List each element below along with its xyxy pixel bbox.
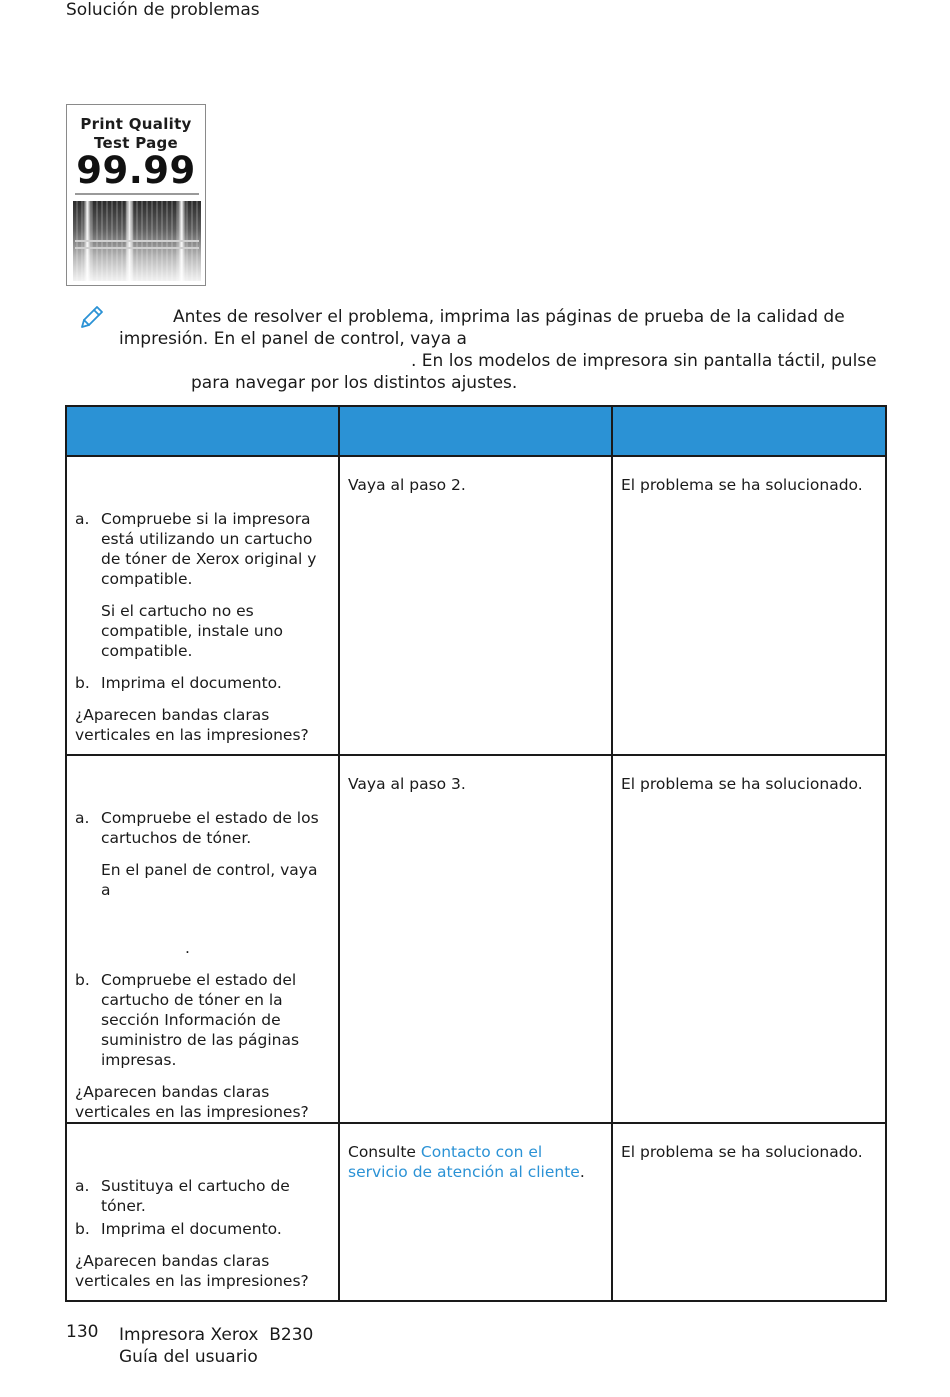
table-row: [66, 755, 886, 1123]
sample-title-line2: Test Page: [93, 134, 179, 152]
step-cell: [66, 755, 339, 1123]
table-row: [66, 1123, 886, 1301]
no-cell: El problema se ha solucionado.: [612, 1123, 886, 1301]
note-text-line4: para navegar por los distintos ajustes.: [191, 373, 518, 393]
step-dot: .: [185, 939, 190, 957]
step-cell: [66, 1123, 339, 1301]
no-cell: El problema se ha solucionado.: [612, 456, 886, 755]
note-text-line2: impresión. En el panel de control, vaya a: [119, 329, 467, 349]
sample-fine-text: [75, 193, 199, 195]
sample-title-line1: Print Quality: [80, 115, 192, 133]
sample-fine-text: [75, 240, 199, 242]
step-item: a. Sustituya el cartucho de tóner.: [75, 1177, 290, 1215]
step-question: ¿Aparecen bandas claras verticales en las impresiones?: [75, 1252, 309, 1290]
sample-fine-text: [75, 247, 199, 249]
header-yes: [339, 406, 612, 456]
step-note: En el panel de control, vaya a: [101, 861, 318, 899]
step-note: Si el cartucho no es compatible, instale uno compatible.: [101, 602, 284, 660]
sample-number: 99.99: [76, 149, 196, 192]
footer-product-line1: Impresora Xerox B230: [119, 1325, 314, 1345]
step-question: ¿Aparecen bandas claras verticales en las impresiones?: [75, 706, 309, 744]
footer-product-line2: Guía del usuario: [119, 1347, 258, 1367]
page-number: 130: [66, 1322, 99, 1342]
header-action: [66, 406, 339, 456]
yes-cell: [339, 1123, 612, 1301]
step-item: b. Compruebe el estado del cartucho de tóner en la sección Información de suministro de las páginas impresas.: [75, 971, 300, 1069]
print-quality-sample-image: [66, 104, 206, 286]
troubleshooting-table: [65, 405, 887, 1302]
step-cell: [66, 456, 339, 755]
step-item: a. Compruebe si la impresora está utilizando un cartucho de tóner de Xerox original y compatible.: [75, 510, 317, 588]
yes-cell: Vaya al paso 2.: [339, 456, 612, 755]
table-row: [66, 456, 886, 755]
customer-service-link[interactable]: Contacto con el servicio de atención al cliente: [348, 1143, 580, 1181]
step-item: b. Imprima el documento.: [75, 674, 282, 692]
step-question: ¿Aparecen bandas claras verticales en las impresiones?: [75, 1083, 309, 1121]
yes-suffix: .: [579, 1163, 585, 1181]
note-text-line3: . En los modelos de impresora sin pantalla táctil, pulse: [411, 351, 877, 371]
yes-prefix: Consulte: [348, 1143, 416, 1161]
section-title: Solución de problemas: [66, 0, 260, 20]
footer-product: [119, 1324, 313, 1368]
pencil-icon: [78, 303, 106, 331]
table-header-row: [66, 406, 886, 456]
note-text-line1: Antes de resolver el problema, imprima las páginas de prueba de la calidad de: [173, 307, 845, 327]
step-item: a. Compruebe el estado de los cartuchos de tóner.: [75, 809, 319, 847]
step-item: b. Imprima el documento.: [75, 1220, 282, 1238]
yes-cell: Vaya al paso 3.: [339, 755, 612, 1123]
header-no: [612, 406, 886, 456]
no-cell: El problema se ha solucionado.: [612, 755, 886, 1123]
